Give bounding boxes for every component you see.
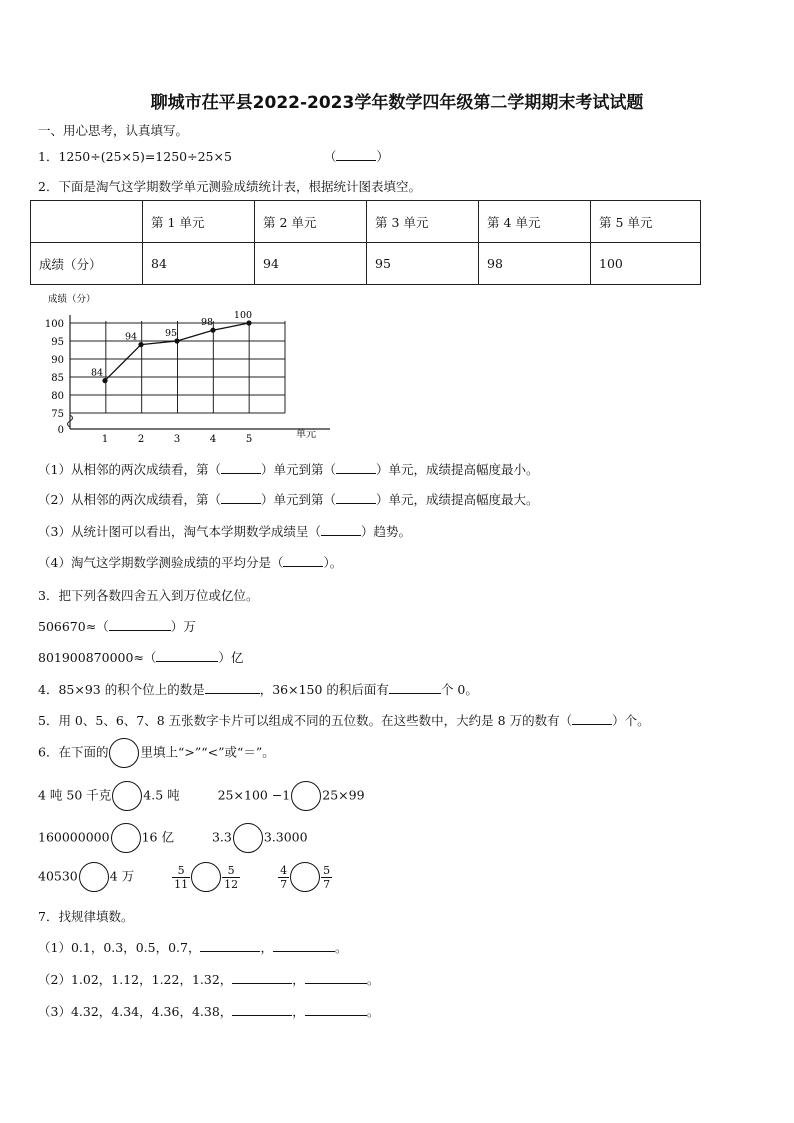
comma: ， [292, 1004, 305, 1019]
question-2-sub-2 [38, 490, 539, 508]
q6-r1b: 4.5 吨 [143, 787, 180, 803]
period: 。 [366, 972, 380, 987]
q5-blank[interactable] [572, 711, 612, 725]
y-tick-label: 0 [57, 425, 64, 436]
q6-r2c: 3.3 [211, 829, 232, 845]
q4-blank-1[interactable] [205, 680, 260, 694]
table-header-cell: 第 1 单元 [143, 201, 255, 243]
y-tick-label: 95 [51, 337, 64, 348]
sub1-blank-2[interactable] [336, 460, 376, 474]
question-6-text [38, 738, 275, 768]
y-tick-label: 75 [51, 409, 64, 420]
q3a-unit: ）万 [170, 619, 196, 634]
y-tick-label: 80 [51, 391, 64, 402]
fraction-denominator: 7 [280, 877, 288, 891]
y-tick-label: 85 [51, 373, 64, 384]
question-3-text: 3．把下列各数四舍五入到万位或亿位。 [38, 588, 259, 603]
q6-r1d: 25×99 [322, 787, 365, 803]
fraction-denominator: 11 [174, 877, 189, 891]
table-cell: 94 [255, 243, 367, 285]
data-label: 84 [90, 367, 104, 379]
fraction-numerator: 5 [323, 863, 331, 877]
sub1-blank-1[interactable] [221, 460, 261, 474]
q7s1-blank-2[interactable] [273, 938, 335, 952]
compare-circle[interactable] [111, 823, 141, 853]
x-tick-label: 1 [101, 434, 109, 445]
q1-answer-blank[interactable] [336, 147, 376, 161]
sub2-blank-2[interactable] [336, 490, 376, 504]
q1-paren-open: （ [323, 149, 337, 164]
period: 。 [366, 1004, 380, 1019]
sub3-blank[interactable] [321, 522, 361, 536]
data-point [102, 378, 107, 383]
fraction [222, 864, 240, 891]
question-3-b [38, 648, 243, 666]
data-label: 94 [124, 331, 138, 343]
compare-circle[interactable] [112, 781, 142, 811]
compare-circle[interactable] [191, 862, 221, 892]
sub3-text-a: （3）从统计图可以看出，淘气本学期数学成绩呈（ [38, 524, 321, 539]
compare-circle[interactable] [233, 823, 263, 853]
fraction [278, 864, 289, 891]
question-7-sub-1 [38, 938, 348, 956]
sub2-text-b: ）单元到第（ [260, 492, 336, 507]
question-2-text: 2．下面是淘气这学期数学单元测验成绩统计表，根据统计图表填空。 [38, 179, 421, 194]
q6-r1c: 25×100 −1 [217, 787, 291, 803]
sub4-text-a: （4）淘气这学期数学测验成绩的平均分是（ [38, 555, 284, 570]
q1-paren-close: ） [376, 149, 389, 164]
sub2-text-a: （2）从相邻的两次成绩看，第（ [38, 492, 221, 507]
section-heading: 一、用心思考，认真填写。 [38, 123, 189, 138]
x-tick-label: 5 [245, 434, 253, 445]
x-axis-title: 单元 [296, 429, 316, 440]
table-header-cell: 第 3 单元 [367, 201, 479, 243]
question-2-sub-3 [38, 522, 411, 540]
question-1 [38, 147, 389, 165]
q6-r2b: 16 亿 [141, 829, 174, 845]
table-header-cell [31, 201, 143, 243]
q4-text-c: 个 0。 [440, 682, 478, 697]
sub4-blank[interactable] [283, 553, 323, 567]
q7s2-text: （2）1.02，1.12，1.22，1.32， [38, 972, 233, 987]
sub1-text-b: ）单元到第（ [260, 462, 336, 477]
page-title: 聊城市茌平县2022-2023学年数学四年级第二学期期末考试试题 [150, 93, 644, 113]
data-label: 98 [200, 317, 214, 329]
sub2-text-c: ）单元，成绩提高幅度最大。 [375, 492, 539, 507]
data-point [138, 342, 143, 347]
sub3-text-b: ）趋势。 [360, 524, 411, 539]
q6-r2a: 160000000 [38, 829, 110, 845]
q6-text-b: 里填上“>”“<”或“＝”。 [140, 744, 275, 760]
q7s2-blank-1[interactable] [232, 970, 292, 984]
table-cell: 100 [591, 243, 701, 285]
x-tick-label: 2 [137, 434, 145, 445]
table-header-cell: 第 2 单元 [255, 201, 367, 243]
data-point [174, 338, 179, 343]
score-line-chart [30, 290, 350, 450]
fraction-numerator: 4 [280, 863, 288, 877]
q6-r3b: 4 万 [109, 868, 135, 884]
q4-text-b: ，36×150 的积后面有 [259, 682, 389, 697]
sub4-text-b: ）。 [323, 555, 343, 570]
data-point [246, 320, 251, 325]
scores-table [30, 200, 701, 285]
table-row [31, 243, 701, 285]
example-circle [109, 738, 139, 768]
table-header-cell: 第 5 单元 [591, 201, 701, 243]
compare-circle[interactable] [290, 862, 320, 892]
q6-r1a: 4 吨 50 千克 [38, 787, 112, 803]
q5-text-a: 5．用 0、5、6、7、8 五张数字卡片可以组成不同的五位数。在这些数中，大约是 8 万的数有（ [38, 713, 573, 728]
y-tick-label: 90 [51, 355, 64, 366]
q3b-text: 801900870000≈（ [38, 650, 157, 665]
q4-text-a: 4．85×93 的积个位上的数是 [38, 682, 205, 697]
fraction-numerator: 5 [222, 864, 240, 878]
q7s3-blank-2[interactable] [305, 1002, 367, 1016]
q7s2-blank-2[interactable] [305, 970, 367, 984]
period: 。 [335, 940, 348, 955]
table-cell: 84 [143, 243, 255, 285]
question-7-text: 7．找规律填数。 [38, 909, 134, 924]
table-header-row [31, 201, 701, 243]
question-3-a [38, 617, 196, 635]
fraction-denominator: 7 [323, 877, 331, 891]
question-6-row-3 [38, 862, 332, 892]
question-7-sub-3 [38, 1002, 379, 1020]
q7s3-text: （3）4.32，4.34，4.36，4.38， [38, 1004, 233, 1019]
question-5 [38, 711, 650, 729]
comma: ， [260, 940, 273, 955]
q3a-blank[interactable] [109, 617, 171, 631]
data-label: 100 [233, 310, 253, 321]
question-4 [38, 680, 478, 698]
q3b-unit: ）亿 [218, 650, 244, 665]
question-6-row-1 [38, 781, 365, 811]
q6-r3a: 40530 [38, 868, 78, 884]
fraction-denominator: 12 [224, 877, 239, 891]
question-2-sub-4 [38, 553, 342, 571]
sub1-text-c: ）单元，成绩提高幅度最小。 [375, 462, 539, 477]
comma: ， [292, 972, 305, 987]
table-cell: 98 [479, 243, 591, 285]
table-cell: 95 [367, 243, 479, 285]
fraction [321, 864, 332, 891]
q7s3-blank-1[interactable] [232, 1002, 292, 1016]
q5-text-b: ）个。 [612, 713, 650, 728]
fraction [172, 864, 190, 891]
question-7-sub-2 [38, 970, 379, 988]
data-label: 95 [164, 328, 178, 339]
question-6-row-2 [38, 823, 308, 853]
q3b-blank[interactable] [156, 648, 218, 662]
x-tick-label: 3 [173, 434, 181, 445]
fraction-numerator: 5 [172, 864, 190, 878]
x-tick-label: 4 [209, 434, 217, 445]
table-row-label: 成绩（分） [31, 243, 143, 285]
q7s1-blank-1[interactable] [200, 938, 260, 952]
q4-blank-2[interactable] [389, 680, 441, 694]
data-point [210, 328, 215, 333]
q7s1-text: （1）0.1，0.3，0.5，0.7， [38, 940, 201, 955]
compare-circle[interactable] [291, 781, 321, 811]
question-2-sub-1 [38, 460, 539, 478]
q1-text: 1．1250÷(25×5)=1250÷25×5 [38, 149, 232, 164]
table-header-cell: 第 4 单元 [479, 201, 591, 243]
q3a-text: 506670≈（ [38, 619, 109, 634]
y-tick-label: 100 [44, 319, 64, 330]
sub1-text-a: （1）从相邻的两次成绩看，第（ [38, 462, 221, 477]
q6-text-a: 6．在下面的 [38, 744, 109, 760]
y-axis-title: 成绩（分） [48, 294, 96, 305]
sub2-blank-1[interactable] [221, 490, 261, 504]
q6-r2d: 3.3000 [263, 829, 308, 845]
compare-circle[interactable] [79, 862, 109, 892]
